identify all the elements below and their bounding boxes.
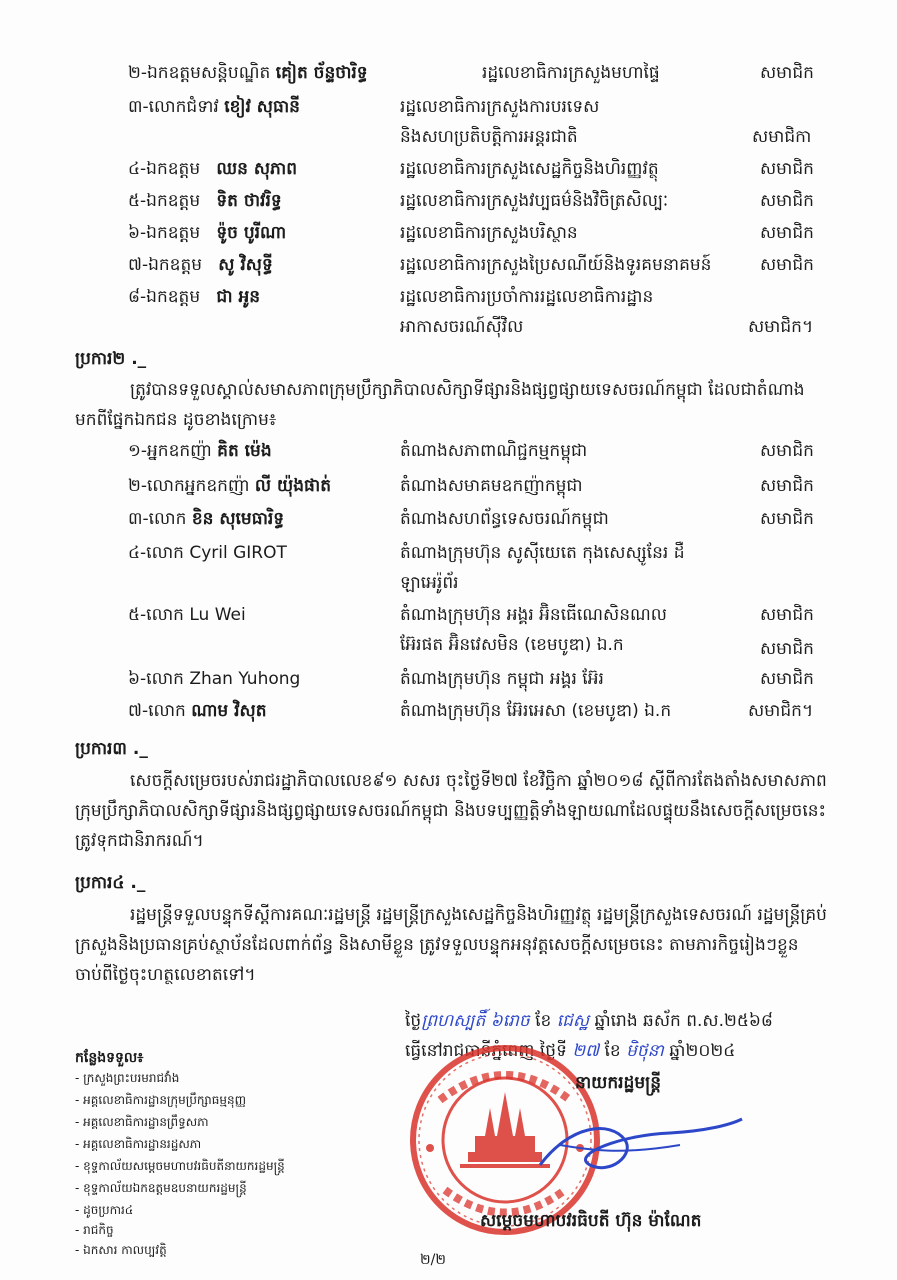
- member-b-4-title: ៤-លោក Cyril GIROT: [128, 543, 287, 563]
- member-a-2-title: ២-ឯកឧត្តមសន្តិបណ្ឌិត គៀត ច័ន្ទថារិទ្ធ: [128, 63, 368, 83]
- distribution-item: - ឯកសារ កាលប្បវត្តិ: [75, 1243, 167, 1257]
- member-b-5-title: ៥-លោក Lu Wei: [128, 605, 246, 625]
- member-a-6-status: សមាជិក: [760, 223, 814, 243]
- member-a-2-status: សមាជិក: [760, 63, 814, 83]
- member-a-5-status: សមាជិក: [760, 191, 814, 211]
- article-3-heading: ប្រការ៣ ._: [75, 739, 148, 759]
- member-a-6-role: រដ្ឋលេខាធិការក្រសួងបរិស្ថាន: [400, 223, 578, 243]
- article-4-text: រដ្ឋមន្ត្រីទទួលបន្ទុកទីស្តីការគណៈរដ្ឋមន្ត្រី រដ្ឋមន្ត្រីក្រសួងសេដ្ឋកិច្ចនិងហិរញ្ញវត្ថុ រដ្ឋមន្ត្រីក្រសួងទេសចរណ៍ រដ្ឋមន្ត្រីគ្រប់ក្រសួងនិងប្រធានគ្រប់ស្ថាប័នដែលពាក់ព័ន្ធ និងសាមីខ្លួន ត្រូវទទួលបន្ទុកអនុវត្តសេចក្តីសម្រេចនេះ តាមភារកិច្ចរៀងៗខ្លួនចាប់ពីថ្ងៃចុះហត្ថលេខាតទៅ។: [75, 905, 827, 985]
- member-a-5-role: រដ្ឋលេខាធិការក្រសួងវប្បធម៌និងវិចិត្រសិល្បៈ: [400, 191, 669, 211]
- prime-minister-name: សម្តេចមហាបវរធិបតី ហ៊ុន ម៉ាណែត: [480, 1211, 702, 1231]
- member-a-3-status: សមាជិកា: [752, 127, 812, 147]
- member-a-8-role: រដ្ឋលេខាធិការប្រចាំការរដ្ឋលេខាធិការដ្ឋាន: [400, 287, 654, 307]
- member-a-7-title: ៧-ឯកឧត្តម សូ វិសុទ្ធី: [128, 255, 273, 275]
- member-a-3-title: ៣-លោកជំទាវ ខៀវ សុធានី: [128, 97, 300, 117]
- lunar-date: ថ្ងៃព្រហស្បតិ៍ ៦រោច ខែ ជេស្ឋ ឆ្នាំរោង ឆស័ក ព.ស.២៥៦៨: [405, 1011, 773, 1031]
- member-a-5-title: ៥-ឯកឧត្តម ទិត ថាវរិទ្ធ: [128, 191, 282, 211]
- member-a-8-title: ៨-ឯកឧត្តម ជា អូន: [128, 287, 261, 307]
- member-b-3-role: តំណាងសហព័ន្ធទេសចរណ៍កម្ពុជា: [400, 509, 609, 529]
- distribution-item: - រាជកិច្ច: [75, 1223, 114, 1237]
- signature-icon: [530, 1105, 750, 1185]
- article-2-heading: ប្រការ២ ._: [75, 349, 147, 369]
- member-b-4-role-cont: ឡាអេរ៉ូព័រ: [400, 573, 459, 593]
- member-a-4-role: រដ្ឋលេខាធិការក្រសួងសេដ្ឋកិច្ចនិងហិរញ្ញវត្ថុ: [400, 159, 659, 179]
- distribution-title: កន្លែងទទួល៖: [75, 1050, 144, 1066]
- member-b-4-role: តំណាងក្រុមហ៊ុន សូស៊ីយេតេ កុងសេស្សូនែរ ដឺ: [400, 543, 685, 563]
- distribution-item: - ខុទ្ទកាល័យសម្តេចមហាបវរធិបតីនាយករដ្ឋមន្ត្រី: [75, 1159, 285, 1173]
- page-number: ២/២: [420, 1252, 446, 1268]
- member-a-3-role: រដ្ឋលេខាធិការក្រសួងការបរទេស: [400, 97, 600, 117]
- member-a-8-status: សមាជិក។: [748, 317, 814, 337]
- member-b-5-status: សមាជិក: [760, 639, 814, 659]
- member-a-4-title: ៤-ឯកឧត្តម ឈន សុភាព: [128, 159, 297, 179]
- member-b-5-role-cont: អ៊ែរផត អ៊ិនវេសមិន (ខេមបូឌា) ឯ.ក: [400, 635, 624, 655]
- member-b-5-role: តំណាងក្រុមហ៊ុន អង្គរ អ៊ិនធើណេសិនណល: [400, 605, 667, 625]
- member-b-1-role: តំណាងសភាពាណិជ្ជកម្មកម្ពុជា: [400, 441, 588, 461]
- member-a-2-role: រដ្ឋលេខាធិការក្រសួងមហាផ្ទៃ: [482, 63, 660, 83]
- member-a-4-status: សមាជិក: [760, 159, 814, 179]
- distribution-item: - ខុទ្ទកាល័យឯកឧត្តមឧបនាយករដ្ឋមន្ត្រី: [75, 1181, 247, 1195]
- member-b-2-role: តំណាងសមាគមឧកញ៉ាកម្ពុជា: [400, 476, 583, 496]
- member-b-2-status: សមាជិក: [760, 476, 814, 496]
- member-b-2-title: ២-លោកអ្នកឧកញ៉ា លី យ៉ុងផាត់: [128, 476, 331, 496]
- member-b-3-status: សមាជិក: [760, 509, 814, 529]
- article-4-heading: ប្រការ៤ ._: [75, 873, 146, 893]
- member-b-4-status: សមាជិក: [760, 605, 814, 625]
- member-b-3-title: ៣-លោក ខិន សុមេធារិទ្ធ: [128, 509, 285, 529]
- distribution-item: - អគ្គលេខាធិការដ្ឋានព្រឹទ្ធសភា: [75, 1115, 209, 1129]
- distribution-item: - អគ្គលេខាធិការដ្ឋានរដ្ឋសភា: [75, 1137, 202, 1151]
- member-a-8-role-cont: អាកាសចរណ៍ស៊ីវិល: [400, 317, 524, 337]
- article-2-text: ត្រូវបានទទួលស្គាល់សមាសភាពក្រុមប្រឹក្សាភិបាលសិក្សាទីផ្សារនិងផ្សព្វផ្សាយទេសចរណ៍កម្ពុជា ដែលជាតំណាងមកពីផ្នែកឯកជន ដូចខាងក្រោម៖: [75, 380, 805, 430]
- member-a-3-role-cont: និងសហប្រតិបត្តិការអន្តរជាតិ: [400, 127, 578, 147]
- prime-minister-title: នាយករដ្ឋមន្ត្រី: [575, 1073, 661, 1093]
- article-3-text: សេចក្តីសម្រេចរបស់រាជរដ្ឋាភិបាលលេខ៩១ សសរ ចុះថ្ងៃទី២៧ ខែវិច្ឆិកា ឆ្នាំ២០១៨ ស្តីពីការតែងតាំងសមាសភាពក្រុមប្រឹក្សាភិបាលសិក្សាទីផ្សារនិងផ្សព្វផ្សាយទេសចរណ៍កម្ពុជា និងបទប្បញ្ញត្តិទាំងឡាយណាដែលផ្ទុយនឹងសេចក្តីសម្រេចនេះ ត្រូវទុកជានិរាករណ៍។: [75, 771, 827, 851]
- member-b-7-title: ៧-លោក ណាម វិសុត: [128, 701, 267, 721]
- member-b-6-status: សមាជិក: [760, 669, 814, 689]
- solar-date: ធ្វើនៅរាជធានីភ្នំពេញ ថ្ងៃទី ២៧ ខែ មិថុនា ឆ្នាំ២០២៤: [405, 1041, 736, 1061]
- distribution-item: - អគ្គលេខាធិការដ្ឋានក្រុមប្រឹក្សាធម្មនុញ្ញ: [75, 1093, 247, 1107]
- distribution-item: - ដូចប្រការ៤: [75, 1203, 134, 1217]
- member-a-7-status: សមាជិក: [760, 255, 814, 275]
- member-b-6-role: តំណាងក្រុមហ៊ុន កម្ពុជា អង្គរ អ៊ែរ: [400, 669, 604, 689]
- member-b-7-status: សមាជិក។: [748, 701, 814, 721]
- member-a-7-role: រដ្ឋលេខាធិការក្រសួងប្រៃសណីយ៍និងទូរគមនាគមន៍: [400, 255, 712, 275]
- member-a-6-title: ៦-ឯកឧត្តម ទ៉ូច បូរីណា: [128, 223, 287, 243]
- member-b-1-title: ១-អ្នកឧកញ៉ា គិត ម៉េង: [128, 441, 272, 461]
- distribution-item: - ក្រសួងព្រះបរមរាជវាំង: [75, 1071, 180, 1085]
- member-b-6-title: ៦-លោក Zhan Yuhong: [128, 669, 301, 689]
- member-b-7-role: តំណាងក្រុមហ៊ុន អ៊ែរអេសា (ខេមបូឌា) ឯ.ក: [400, 701, 672, 721]
- member-b-1-status: សមាជិក: [760, 441, 814, 461]
